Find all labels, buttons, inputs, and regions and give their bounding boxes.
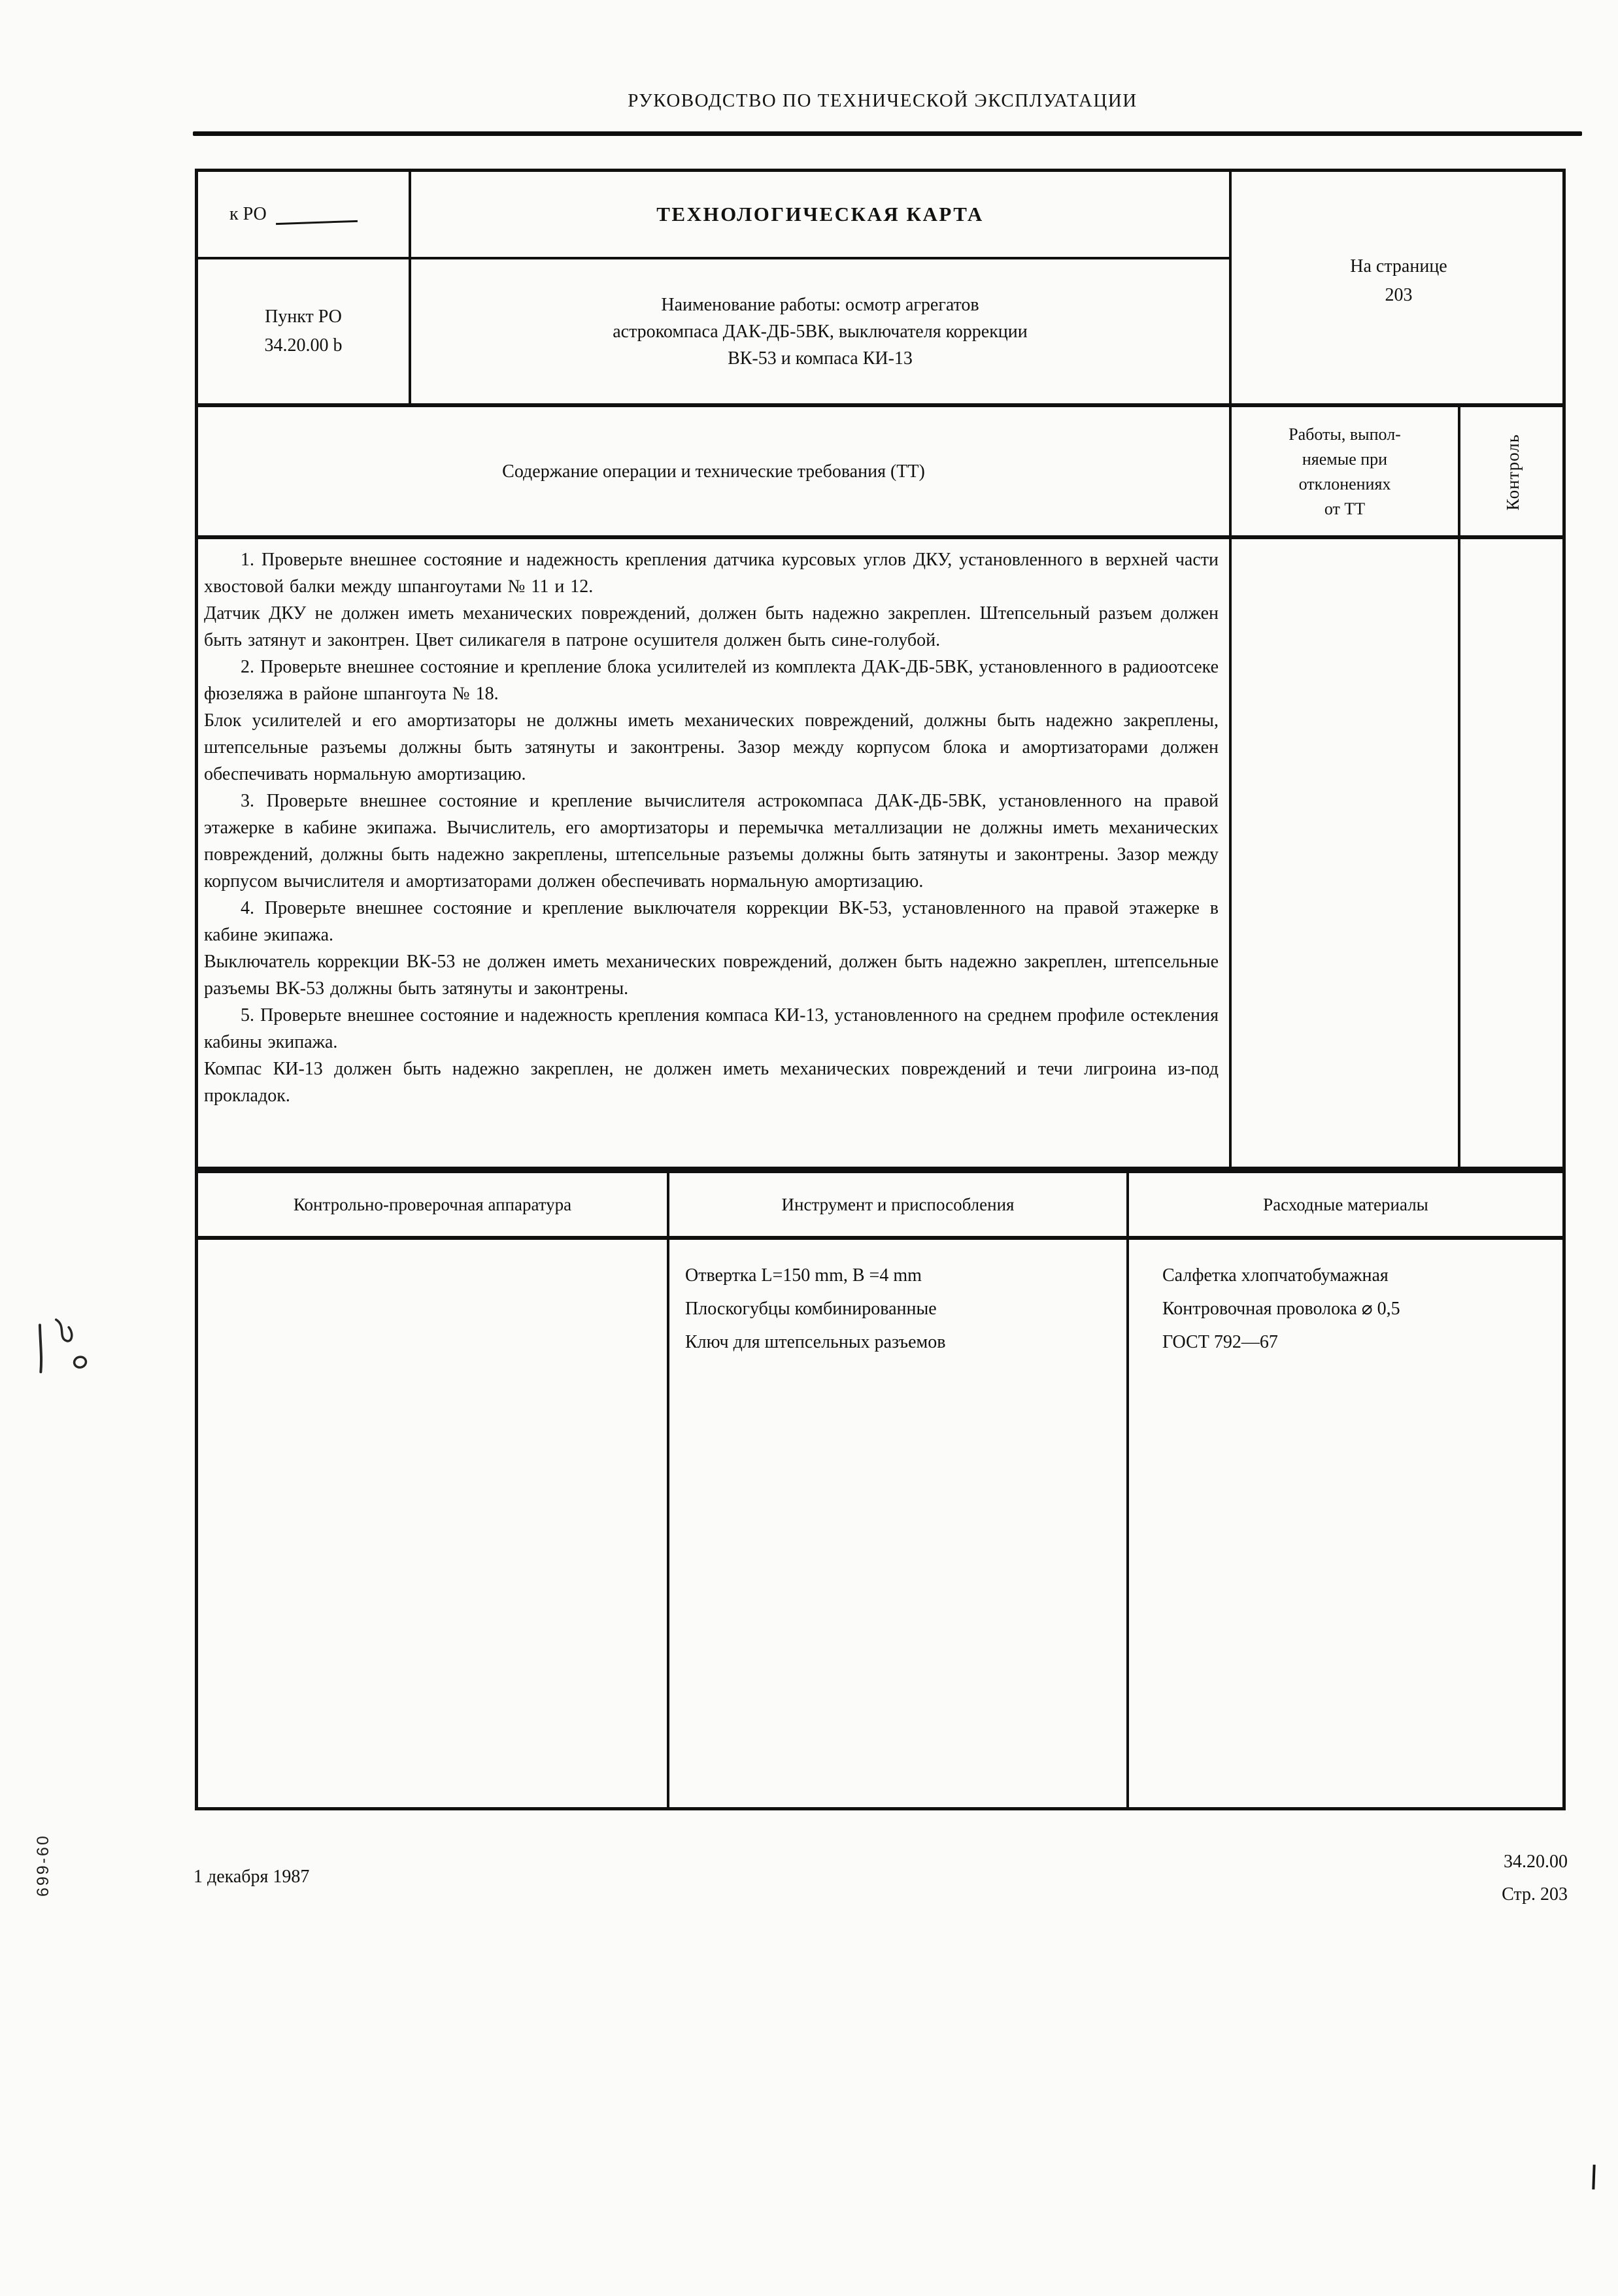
resource-item: Контровочная проволока ⌀ 0,5 bbox=[1162, 1299, 1400, 1319]
resource-item: Ключ для штепсельных разъемов bbox=[685, 1332, 946, 1352]
on-page-cell bbox=[1232, 183, 1566, 379]
deviations-column-header bbox=[1232, 408, 1458, 535]
operation-paragraph: Компас КИ-13 должен быть надежно закреплен, не должен иметь механических повреждений и течи лигроина из-под прокладок. bbox=[204, 1059, 1219, 1106]
resource-item: Салфетка хлопчатобумажная bbox=[1162, 1265, 1389, 1286]
operations-column-header-label: Содержание операции и технические требования (ТТ) bbox=[502, 461, 925, 482]
ro-item-label: Пункт РО bbox=[265, 307, 342, 327]
deviations-header-line-3: отклонениях bbox=[1298, 474, 1391, 493]
deviations-header-line-1: Работы, выпол- bbox=[1289, 425, 1401, 444]
equipment-column-header bbox=[198, 1173, 667, 1236]
on-page-label: На странице bbox=[1350, 256, 1447, 276]
operation-paragraph: Блок усилителей и его амортизаторы не должны иметь механических повреждений, должны быть надежно закреплены, штепсельные разъемы должны быть затянуты и законтрены. Зазор между корпусом блока и амортизаторами должен обеспечивать нормальную амортизацию. bbox=[204, 710, 1219, 784]
footer-date: 1 декабря 1987 bbox=[194, 1867, 310, 1887]
scan-artifact-tick bbox=[1592, 2165, 1595, 2189]
operations-text-cell bbox=[204, 546, 1219, 1109]
work-name-cell bbox=[411, 259, 1229, 403]
tech-card-row-divider-2 bbox=[195, 403, 1566, 407]
deviations-header-line-4: от ТТ bbox=[1324, 499, 1366, 518]
materials-column-header bbox=[1129, 1173, 1562, 1236]
ro-reference-cell bbox=[198, 172, 409, 257]
resource-item: ГОСТ 792—67 bbox=[1162, 1332, 1278, 1352]
equipment-column-header-label: Контрольно-проверочная аппаратура bbox=[293, 1194, 572, 1214]
card-title-cell bbox=[411, 172, 1229, 257]
header-rule bbox=[193, 131, 1582, 136]
operation-paragraph: 3. Проверьте внешнее состояние и крепление вычислителя астрокомпаса ДАК-ДБ-5ВК, установленного на правой этажерке в кабине экипажа. Вычислитель, его амортизаторы и перемычка металлизации не должны иметь механических повреждений, должны быть надежно закреплены, штепсельные разъемы должны быть затянуты и законтрены. Зазор между корпусом вычислителя и амортизаторами должен обеспечивать нормальную амортизацию. bbox=[204, 791, 1219, 891]
tools-column-header bbox=[669, 1173, 1126, 1236]
print-code-vertical: 699-60 bbox=[34, 1834, 52, 1897]
handwritten-annotation bbox=[18, 1305, 107, 1389]
control-column-header-label: Контроль bbox=[1503, 433, 1523, 510]
footer-page-label: Стр. 203 bbox=[1502, 1884, 1568, 1905]
ro-reference-label: к РО bbox=[229, 204, 267, 224]
tools-column-header-label: Инструмент и приспособления bbox=[781, 1194, 1015, 1214]
tools-body-cell bbox=[685, 1259, 1117, 1359]
work-name-line-2: астрокомпаса ДАК-ДБ-5ВК, выключателя коррекции bbox=[613, 321, 1028, 342]
work-name-line-1: Наименование работы: осмотр агрегатов bbox=[661, 294, 979, 315]
materials-body-cell bbox=[1162, 1259, 1559, 1359]
operation-paragraph: Выключатель коррекции ВК-53 не должен иметь механических повреждений, должен быть надежно закреплен, штепсельные разъемы ВК-53 должны быть затянуты и законтрены. bbox=[204, 952, 1219, 999]
on-page-number: 203 bbox=[1385, 285, 1413, 305]
resources-divider-1 bbox=[667, 1170, 669, 1810]
operation-paragraph: 2. Проверьте внешнее состояние и крепление блока усилителей из комплекта ДАК-ДБ-5ВК, установленного в радиоотсеке фюзеляжа в районе шпангоута № 18. bbox=[204, 657, 1219, 704]
resources-divider-2 bbox=[1126, 1170, 1129, 1810]
operation-paragraph: 1. Проверьте внешнее состояние и надежность крепления датчика курсовых углов ДКУ, установленного в верхней части хвостовой балки между шпангоутами № 11 и 12. bbox=[204, 550, 1219, 597]
resource-item: Отвертка L=150 mm, B =4 mm bbox=[685, 1265, 922, 1286]
card-title: ТЕХНОЛОГИЧЕСКАЯ КАРТА bbox=[656, 203, 984, 225]
page-header-title: РУКОВОДСТВО ПО ТЕХНИЧЕСКОЙ ЭКСПЛУАТАЦИИ bbox=[628, 90, 1138, 111]
equipment-body-cell bbox=[198, 1240, 667, 1807]
operation-paragraph: Датчик ДКУ не должен иметь механических повреждений, должен быть надежно закреплен. Штепсельный разъем должен быть затянут и законтрен. Цвет силикагеля в патроне осушителя должен быть сине-голубой. bbox=[204, 603, 1219, 650]
operations-column-header bbox=[198, 408, 1229, 535]
footer-doc-number: 34.20.00 bbox=[1504, 1852, 1568, 1872]
resource-item: Плоскогубцы комбинированные bbox=[685, 1299, 937, 1319]
operation-paragraph: 5. Проверьте внешнее состояние и надежность крепления компаса КИ-13, установленного на среднем профиле остекления кабины экипажа. bbox=[204, 1005, 1219, 1052]
deviations-header-line-2: няемые при bbox=[1302, 450, 1388, 469]
materials-column-header-label: Расходные материалы bbox=[1263, 1194, 1428, 1214]
ro-reference-blank-line bbox=[276, 220, 358, 225]
ro-item-cell bbox=[198, 259, 409, 403]
ro-item-number: 34.20.00 b bbox=[264, 335, 343, 356]
deviations-body-cell bbox=[1232, 539, 1458, 1167]
footer-reference-block bbox=[1502, 1846, 1568, 1911]
operation-paragraph: 4. Проверьте внешнее состояние и крепление выключателя коррекции ВК-53, установленного на правой этажерке в кабине экипажа. bbox=[204, 898, 1219, 945]
work-name-line-3: ВК-53 и компаса КИ-13 bbox=[728, 348, 913, 369]
control-body-cell bbox=[1460, 539, 1566, 1167]
control-column-header bbox=[1460, 408, 1566, 535]
